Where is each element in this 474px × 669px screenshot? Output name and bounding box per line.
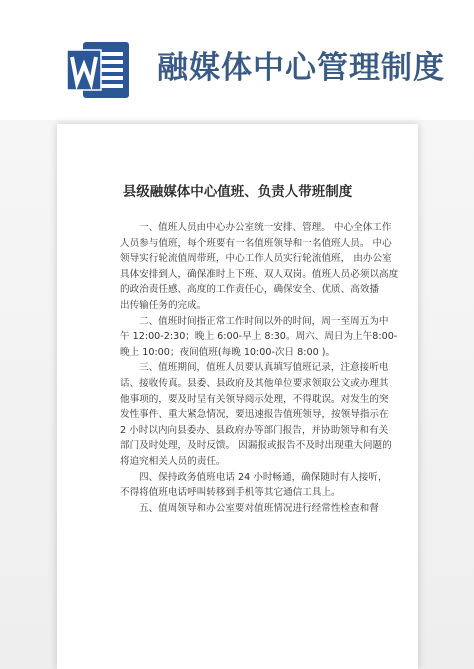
body-line: 五、值周领导和办公室要对值班情况进行经常性检查和督 [139, 502, 379, 514]
body-line: 具体安排到人，确保准时上下班、双人双岗。值班人员必须以高度 [120, 268, 399, 280]
body-line: 领导实行轮流值周带班，中心工作人员实行轮流值班， 由办公室 [120, 253, 392, 265]
body-line: 二、值班时间指正常工作时间以外的时间，周一至周五为中 [139, 315, 389, 327]
body-line: 人员参与值班，每个班要有一名值班领导和一名值班人员。 中心 [120, 237, 392, 249]
document-body [120, 220, 399, 516]
document-heading: 县级融媒体中心值班、负责人带班制度 [122, 184, 353, 200]
word-document-icon [67, 40, 131, 100]
document-page [57, 124, 418, 669]
body-line: 将追究相关人员的责任。 [120, 455, 226, 467]
body-line: 部门及时处理，及时反馈。 因漏报或报告不及时出现重大问题的 [120, 440, 392, 452]
body-line: 2 小时以内向县委办、县政府办等部门报告，并协助领导和有关 [120, 424, 389, 436]
body-line: 发性事件、重大紧急情况，要迅速报告值班领导，按领导指示在 [120, 409, 389, 421]
body-line: 四、保持政务值班电话 24 小时畅通，确保随时有人接听， [139, 471, 388, 483]
body-line: 他事项的，要及时呈有关领导阅示处理，不得耽误。对发生的突 [120, 393, 389, 405]
body-line: 晚上 10:00；夜间值班(每晚 10:00-次日 8:00 )。 [120, 346, 336, 358]
document-title: 融媒体中心管理制度 [157, 50, 445, 86]
body-line: 午 12:00-2:30；晚上 6:00-早上 8:30。周六、周日为上午8:00- [120, 331, 398, 343]
body-line: 话、接收传真。县委、县政府及其他单位要求领取公文或办理其 [120, 377, 389, 389]
body-line: 出传输任务的完成。 [120, 299, 207, 311]
body-line: 一、值班人员由中心办公室统一安排、管理。 中心全体工作 [139, 222, 392, 233]
body-line: 的政治责任感、高度的工作责任心，确保安全、优质、高效播 [120, 284, 380, 296]
body-line: 三、值班期间，值班人员要认真填写值班记录，注意接听电 [139, 362, 389, 374]
body-line: 不得将值班电话呼叫转移到手机等其它通信工具上。 [120, 487, 341, 499]
header-banner [0, 0, 474, 120]
